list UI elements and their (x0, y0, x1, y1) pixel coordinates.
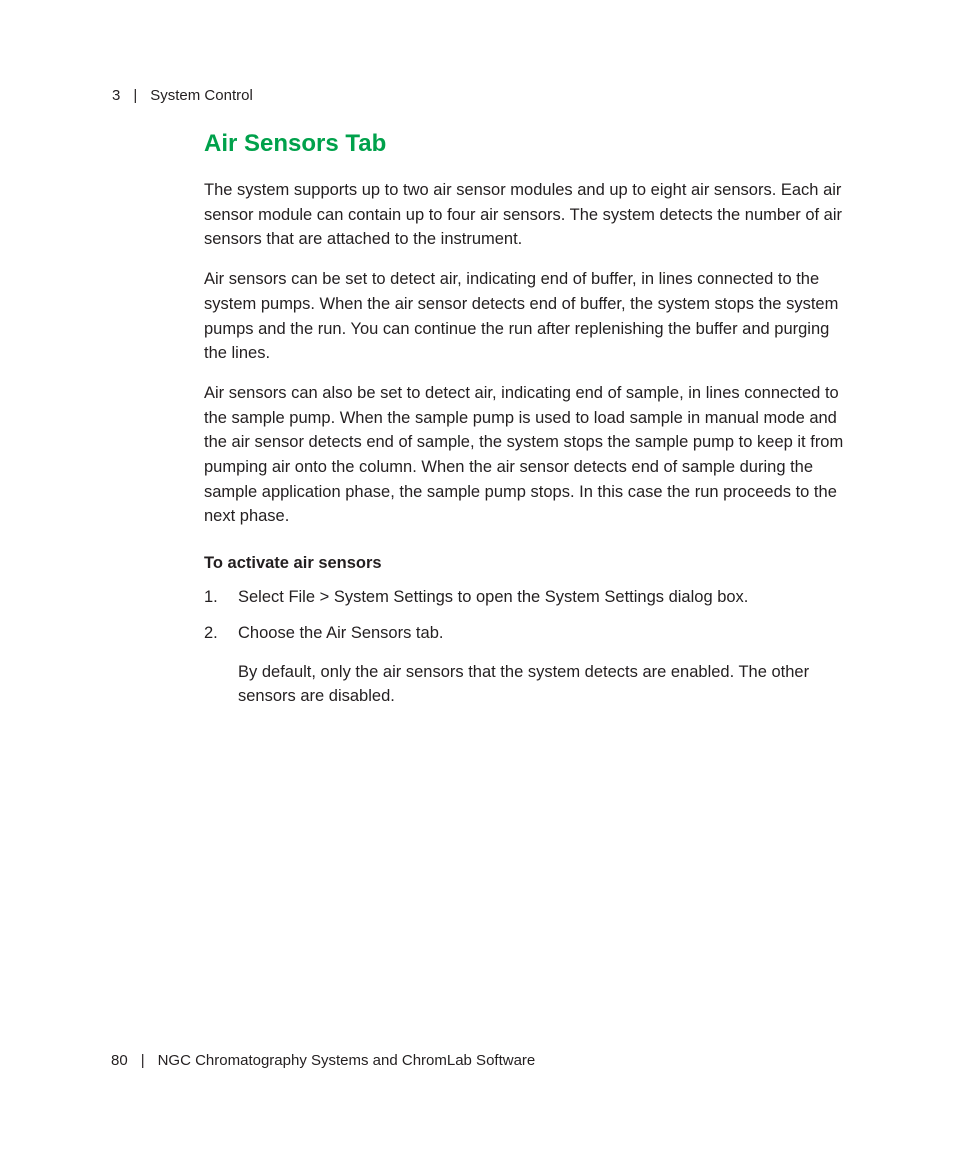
procedure-step-2 (204, 621, 844, 646)
header-separator: | (133, 87, 138, 104)
page-number: 80 (111, 1052, 128, 1069)
procedure-step-1 (204, 585, 844, 610)
procedure-title: To activate air sensors (204, 554, 382, 573)
step-text: Select File > System Settings to open the System Settings dialog box. (238, 588, 749, 607)
book-title: NGC Chromatography Systems and ChromLab Software (157, 1052, 536, 1069)
chapter-title: System Control (150, 87, 253, 104)
body-paragraph-1: The system supports up to two air sensor modules and up to eight air sensors. Each air sensor module can contain up to four air sensors. The system detects the number of air sensors that are attached to the instrument. (204, 181, 843, 249)
step-text: Choose the Air Sensors tab. (238, 623, 444, 642)
chapter-number: 3 (112, 87, 121, 104)
procedure-steps (204, 585, 844, 645)
footer-separator: | (140, 1052, 145, 1069)
body-paragraph-2: Air sensors can be set to detect air, indicating end of buffer, in lines connected to the system pumps. When the air sensor detects end of buffer, the system stops the system pumps and the run. You can continue the run after replenishing the buffer and purging the lines. (204, 270, 839, 363)
section-title: Air Sensors Tab (204, 130, 387, 157)
body-paragraph-3: Air sensors can also be set to detect air, indicating end of sample, in lines connected to the sample pump. When the sample pump is used to load sample in manual mode and the air sensor detects end of sample, the system stops the sample pump to keep it from pumping air onto the column. When the air sensor detects end of sample during the sample application phase, the sample pump stops. In this case the run proceeds to the next phase. (204, 383, 844, 526)
step-note: By default, only the air sensors that the system detects are enabled. The other sensors are disabled. (238, 662, 810, 706)
step-number: 1. (204, 588, 218, 607)
main-content (204, 128, 844, 724)
running-footer (111, 1052, 535, 1070)
step-number: 2. (204, 623, 218, 642)
running-header (112, 87, 253, 105)
